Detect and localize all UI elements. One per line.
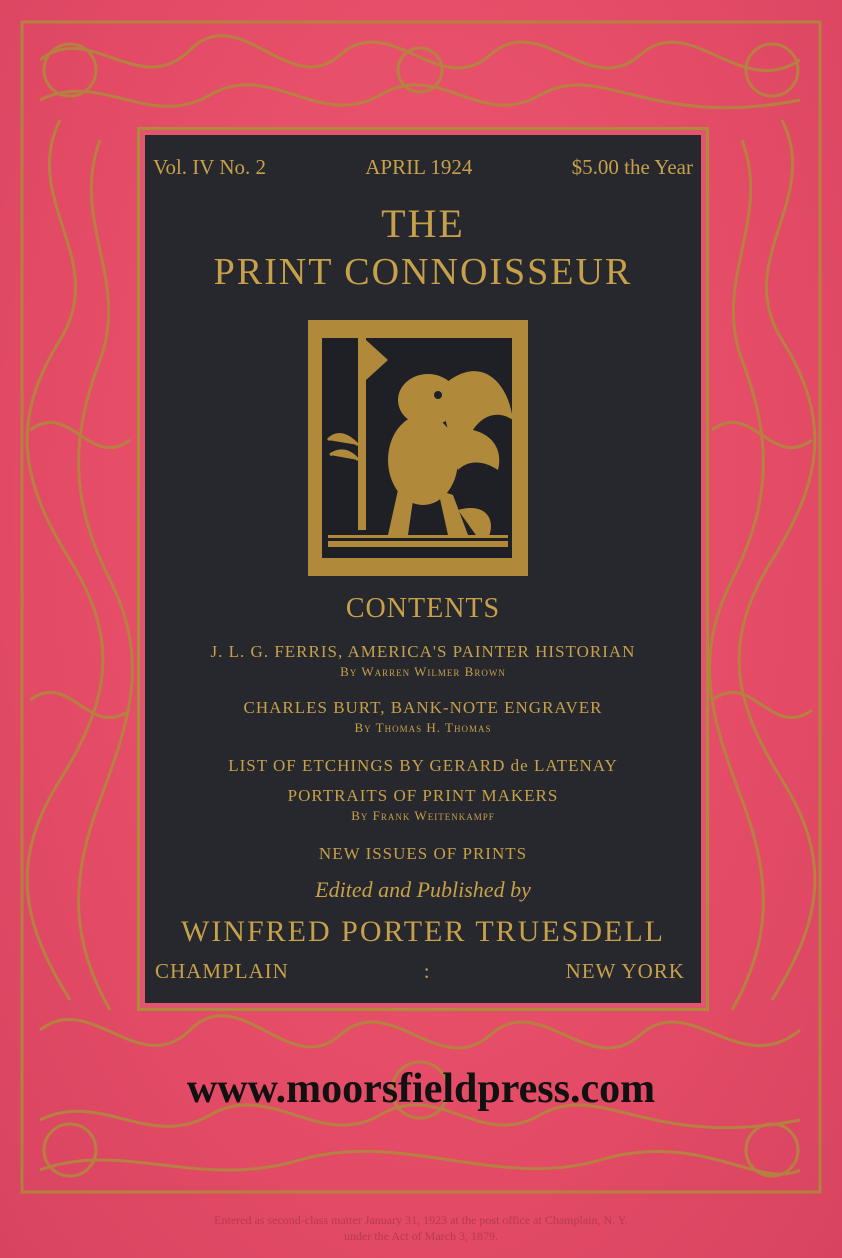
article-byline: By Warren Wilmer Brown <box>340 664 506 679</box>
contents-item <box>145 844 701 864</box>
publication-place <box>155 959 685 984</box>
issue-date: APRIL 1924 <box>365 155 473 179</box>
postal-notice-line-2: under the Act of March 3, 1879. <box>344 1229 498 1243</box>
postal-notice-line-1: Entered as second-class matter January 31, 1923 at the post office at Champlain, N. Y. <box>214 1213 628 1227</box>
editor-credit: Edited and Published by <box>315 877 531 902</box>
state: NEW YORK <box>565 959 685 983</box>
article-title: PORTRAITS OF PRINT MAKERS <box>287 786 559 805</box>
griffin-emblem-illustration <box>308 320 528 576</box>
contents-item <box>145 756 701 776</box>
subscription-price: $5.00 the Year <box>571 155 693 179</box>
city: CHAMPLAIN <box>155 959 289 983</box>
article-title: J. L. G. FERRIS, AMERICA'S PAINTER HISTORIAN <box>210 642 636 661</box>
contents-heading: CONTENTS <box>345 593 501 624</box>
postal-notice <box>0 1212 842 1244</box>
article-title: CHARLES BURT, BANK-NOTE ENGRAVER <box>243 698 603 717</box>
magazine-title: PRINT CONNOISSEUR <box>213 251 633 293</box>
issue-header <box>153 155 693 180</box>
contents-item <box>145 786 701 824</box>
website-watermark: www.moorsfieldpress.com <box>186 1066 656 1112</box>
place-separator: : <box>423 959 431 983</box>
title-line-1: THE <box>381 201 465 246</box>
cover-panel <box>140 130 706 1008</box>
contents-item <box>145 642 701 680</box>
article-byline: By Frank Weitenkampf <box>351 808 495 823</box>
article-title: NEW ISSUES OF PRINTS <box>318 844 528 863</box>
article-byline: By Thomas H. Thomas <box>354 720 492 735</box>
publisher-name: WINFRED PORTER TRUESDELL <box>181 915 665 948</box>
contents-item <box>145 698 701 736</box>
volume-number: Vol. IV No. 2 <box>153 155 266 179</box>
article-title: LIST OF ETCHINGS BY GERARD de LATENAY <box>228 756 618 775</box>
